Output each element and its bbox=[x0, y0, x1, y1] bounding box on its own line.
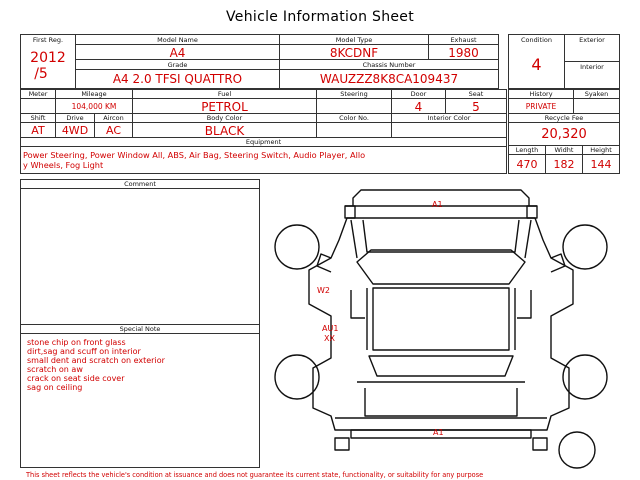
first-reg-label: First Reg. bbox=[32, 36, 64, 44]
model-name-label: Model Name bbox=[157, 36, 198, 44]
model-name-value: A4 bbox=[169, 46, 186, 60]
exhaust-value: 1980 bbox=[448, 46, 479, 60]
special-note-line: sag on ceiling bbox=[27, 383, 83, 392]
wheel-icon bbox=[563, 225, 607, 269]
height-cell bbox=[582, 154, 620, 174]
syaken-cell bbox=[573, 98, 620, 114]
interior-color-cell bbox=[391, 122, 507, 138]
width-value: 182 bbox=[553, 158, 575, 171]
length-label: Length bbox=[515, 146, 539, 154]
meter-label: Meter bbox=[28, 90, 48, 98]
steering-label: Steering bbox=[340, 90, 368, 98]
special-note-box bbox=[20, 333, 260, 468]
aircon-label: Aircon bbox=[103, 114, 124, 122]
mark-xx: XX bbox=[324, 334, 335, 343]
special-note-line: small dent and scratch on exterior bbox=[27, 356, 165, 365]
door-cell bbox=[391, 98, 446, 114]
comment-label: Comment bbox=[124, 180, 156, 188]
length-cell bbox=[508, 154, 546, 174]
length-value: 470 bbox=[516, 158, 538, 171]
spare-wheel-icon bbox=[559, 432, 595, 468]
history-label: History bbox=[529, 90, 553, 98]
condition-value: 4 bbox=[531, 55, 542, 74]
first-reg-year: 2012 bbox=[30, 50, 66, 66]
model-type-label: Model Type bbox=[335, 36, 373, 44]
equipment-label: Equipment bbox=[245, 138, 282, 146]
drive-cell bbox=[55, 122, 95, 138]
fuel-value: PETROL bbox=[201, 100, 248, 114]
mark-rear: A1 bbox=[433, 428, 444, 437]
chassis-value: WAUZZZ8K8CA109437 bbox=[319, 72, 459, 86]
chassis-cell bbox=[279, 69, 499, 89]
exhaust-cell bbox=[428, 44, 499, 60]
mileage-cell bbox=[55, 98, 133, 114]
history-cell bbox=[508, 98, 574, 114]
mark-front: A1 bbox=[432, 200, 443, 209]
grade-value: A4 2.0 TFSI QUATTRO bbox=[112, 72, 243, 86]
exterior-box bbox=[564, 34, 620, 62]
seat-cell bbox=[445, 98, 507, 114]
grade-cell bbox=[75, 69, 280, 89]
recycle-fee-value: 20,320 bbox=[541, 127, 587, 142]
aircon-cell bbox=[94, 122, 133, 138]
recycle-fee-cell bbox=[508, 122, 620, 146]
interior-color-label: Interior Color bbox=[427, 114, 471, 122]
first-reg-box bbox=[20, 34, 76, 89]
seat-value: 5 bbox=[472, 100, 480, 114]
car-damage-diagram bbox=[265, 180, 620, 470]
equipment-cell bbox=[20, 146, 507, 174]
sheet-title: Vehicle Information Sheet bbox=[226, 9, 414, 25]
model-type-cell bbox=[279, 44, 429, 60]
interior-label: Interior bbox=[580, 63, 604, 71]
color-no-cell bbox=[316, 122, 392, 138]
exhaust-label: Exhaust bbox=[450, 36, 477, 44]
special-note-line: crack on seat side cover bbox=[27, 374, 125, 383]
body-color-cell bbox=[132, 122, 317, 138]
wheel-icon bbox=[275, 225, 319, 269]
drive-label: Drive bbox=[66, 114, 84, 122]
syaken-label: Syaken bbox=[584, 90, 609, 98]
equipment-line-2: y Wheels, Fog Light bbox=[23, 160, 104, 170]
seat-label: Seat bbox=[468, 90, 484, 98]
special-note-label: Special Note bbox=[119, 325, 161, 333]
chassis-label: Chassis Number bbox=[362, 61, 416, 69]
shift-label: Shift bbox=[30, 114, 46, 122]
steering-cell bbox=[316, 98, 392, 114]
condition-box bbox=[508, 34, 565, 89]
mileage-label: Mileage bbox=[81, 90, 107, 98]
color-no-label: Color No. bbox=[339, 114, 369, 122]
exterior-label: Exterior bbox=[579, 36, 605, 44]
height-label: Height bbox=[590, 146, 612, 154]
mark-w2: W2 bbox=[317, 286, 330, 295]
rear-window-outline bbox=[369, 356, 513, 376]
fuel-cell bbox=[132, 98, 317, 114]
aircon-value: AC bbox=[105, 124, 121, 137]
shift-cell bbox=[20, 122, 56, 138]
equipment-line-1: Power Steering, Power Window All, ABS, Air Bag, Steering Switch, Audio Player, Allo bbox=[23, 150, 366, 160]
fuel-label: Fuel bbox=[217, 90, 232, 98]
interior-box bbox=[564, 61, 620, 89]
comment-box bbox=[20, 188, 260, 325]
shift-value: AT bbox=[31, 124, 45, 137]
special-note-line: stone chip on front glass bbox=[27, 338, 126, 347]
door-value: 4 bbox=[414, 100, 423, 114]
special-note-line: scratch on aw bbox=[27, 365, 83, 374]
drive-value: 4WD bbox=[61, 124, 89, 137]
body-color-label: Body Color bbox=[206, 114, 243, 122]
first-reg-month: /5 bbox=[34, 66, 48, 82]
model-type-value: 8KCDNF bbox=[329, 46, 379, 60]
width-cell bbox=[545, 154, 583, 174]
windshield-outline bbox=[357, 250, 525, 284]
meter-cell bbox=[20, 98, 56, 114]
grade-label: Grade bbox=[167, 61, 188, 69]
height-value: 144 bbox=[590, 158, 612, 171]
footer-disclaimer: This sheet reflects the vehicle's condition at issuance and does not guarantee its current state, functionality, or suitability for any purpose bbox=[26, 471, 484, 479]
door-label: Door bbox=[410, 90, 427, 98]
body-color-value: BLACK bbox=[204, 124, 245, 138]
history-value: PRIVATE bbox=[525, 102, 557, 111]
mark-au1: AU1 bbox=[322, 324, 339, 333]
model-name-cell bbox=[75, 44, 280, 60]
special-note-line: dirt,sag and scuff on interior bbox=[27, 347, 141, 356]
width-label: Widht bbox=[554, 146, 574, 154]
recycle-fee-label: Recycle Fee bbox=[544, 114, 584, 122]
condition-label: Condition bbox=[520, 36, 553, 44]
mileage-value: 104,000 KM bbox=[71, 102, 117, 111]
roof-outline bbox=[373, 288, 509, 350]
